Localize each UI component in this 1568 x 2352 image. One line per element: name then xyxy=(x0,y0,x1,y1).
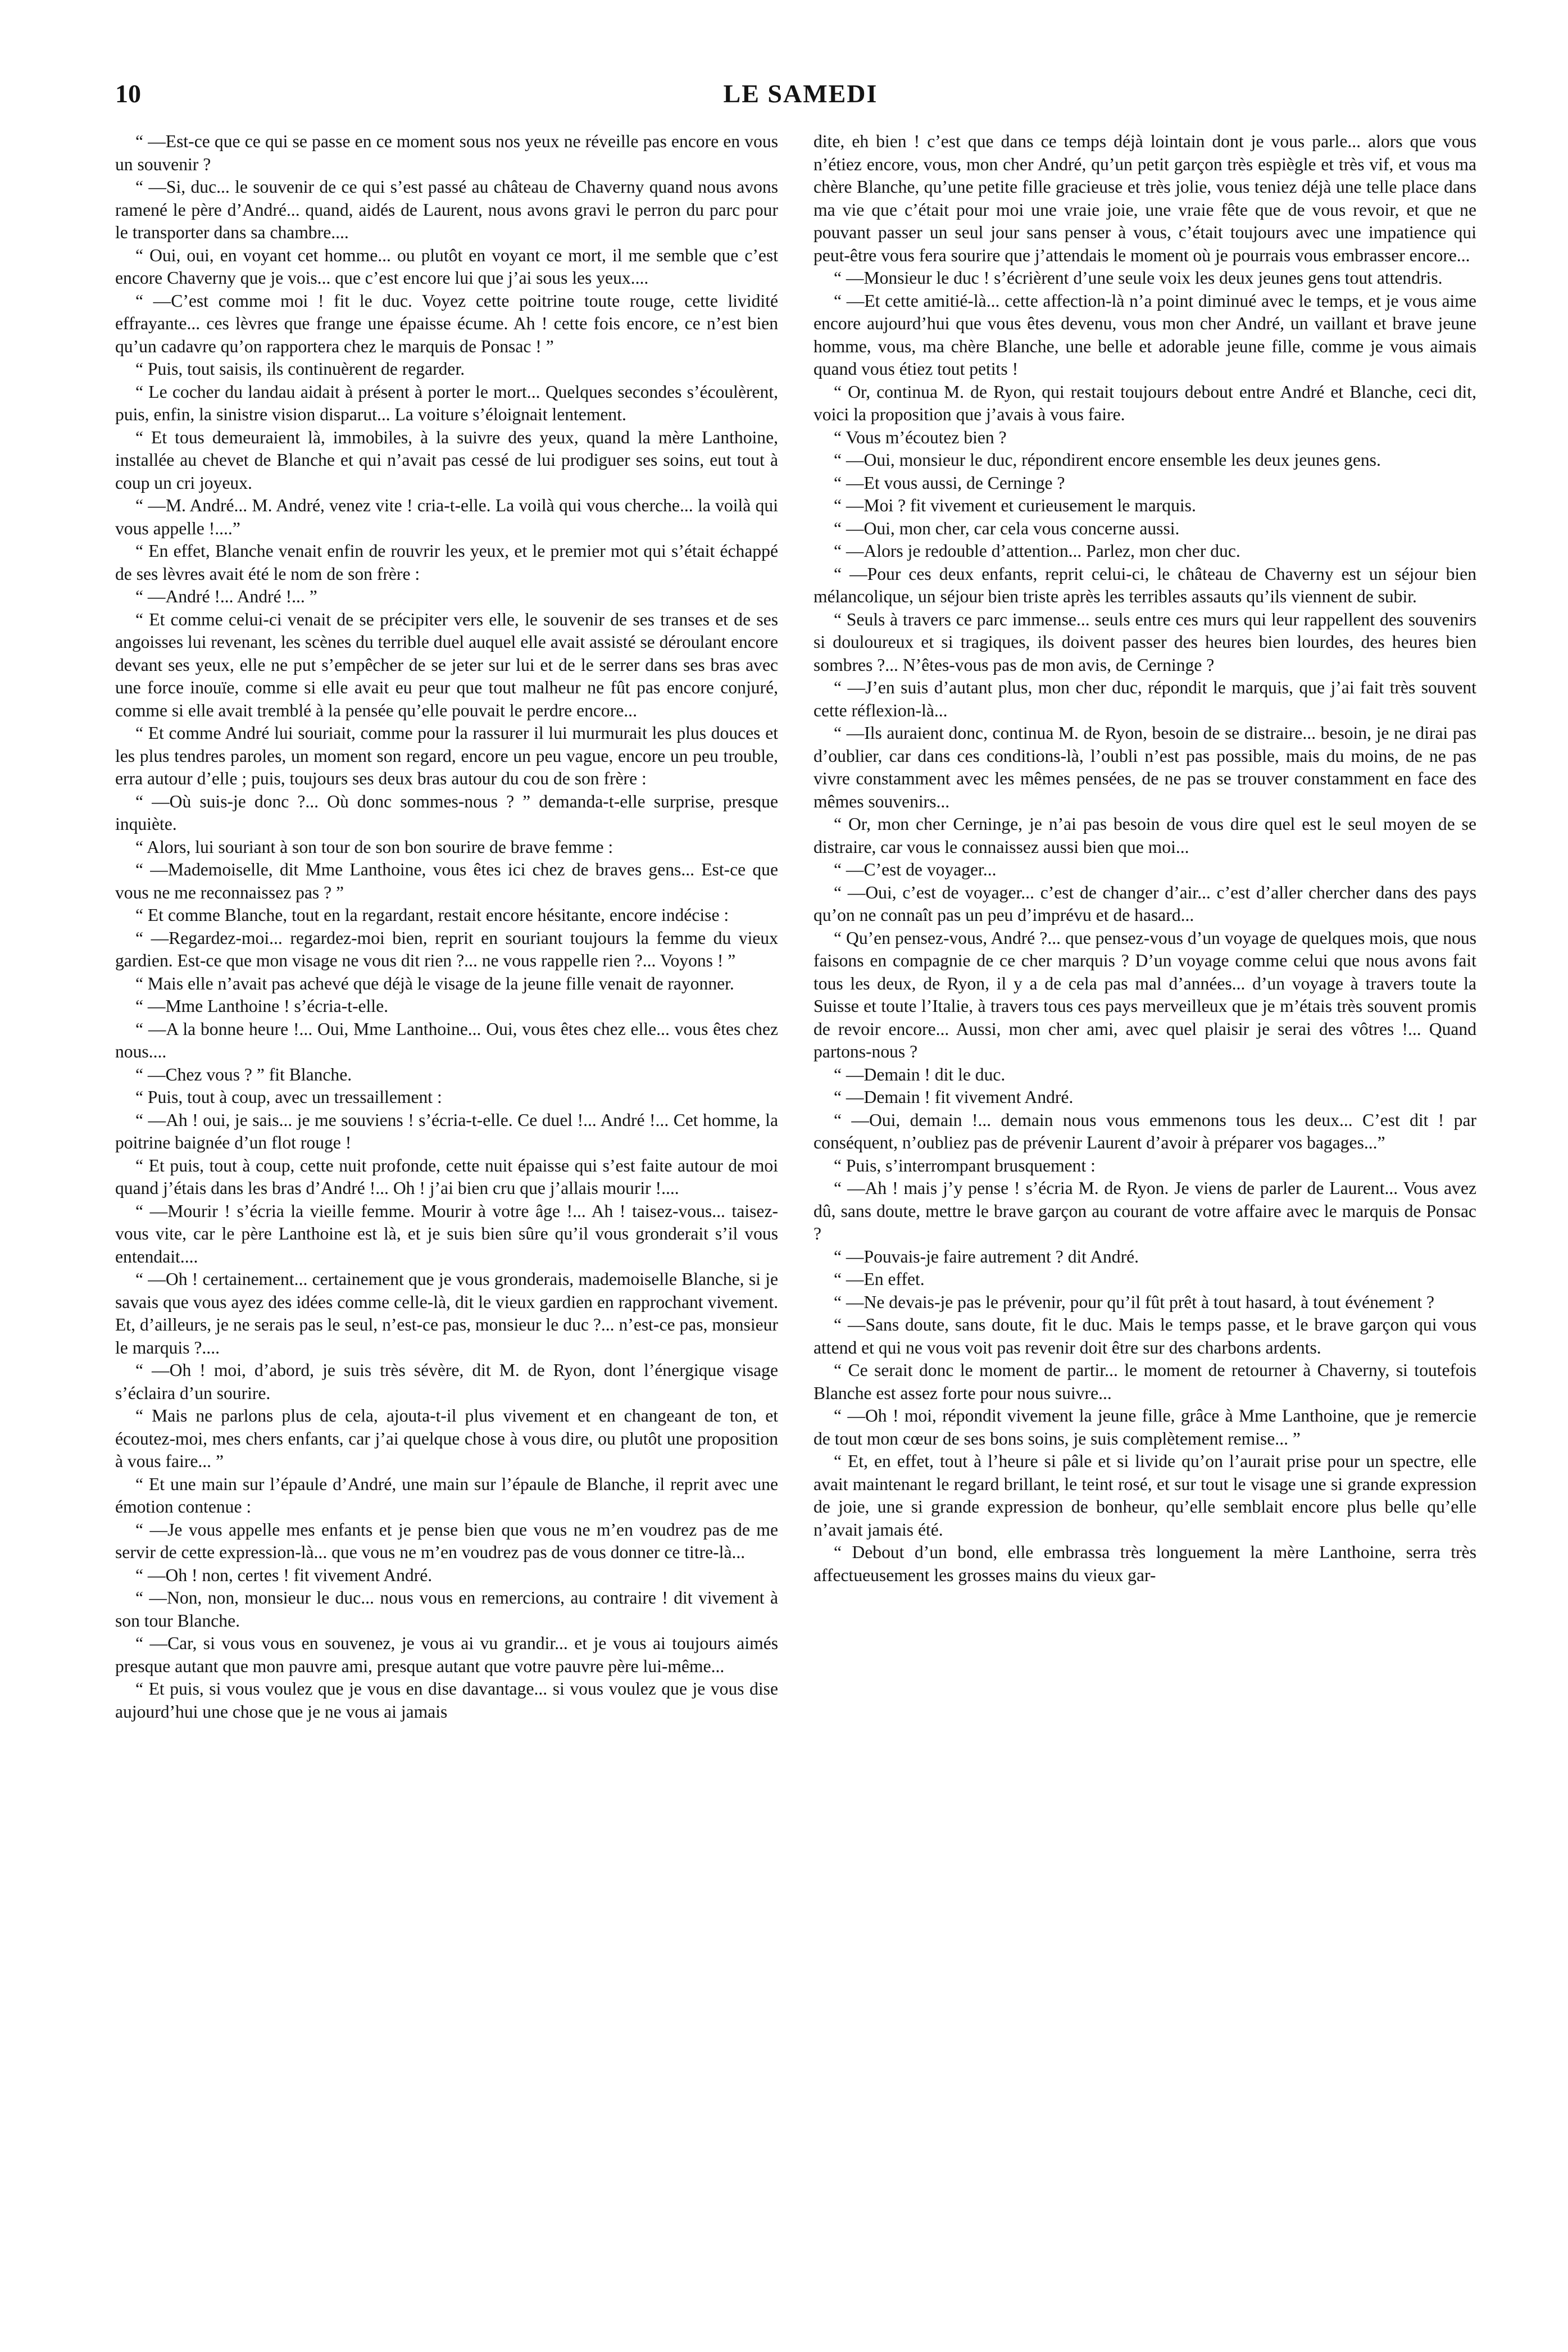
paragraph: “ Et comme celui-ci venait de se précipiter vers elle, le souvenir de ses transes et de ses angoisses lui revenant, les scènes du terrible duel auquel elle avait assisté se déroulant encore devant ses yeux, elle ne put s’empêcher de se jeter sur lui et de le serrer dans ses bras avec une force inouïe, comme si elle avait eu peur que tout malheur ne fût pas encore conjuré, comme si elle avait tremblé à la pensée qu’elle pouvait le perdre encore... xyxy=(115,609,778,720)
paragraph: “ —C’est de voyager... xyxy=(834,860,997,879)
paragraph: “ —Car, si vous vous en souvenez, je vous ai vu grandir... et je vous ai toujours aimés presque autant que mon pauvre ami, presque autant que votre pauvre père lui-même... xyxy=(115,1633,778,1676)
paragraph: “ —Sans doute, sans doute, fit le duc. Mais le temps passe, et le brave garçon qui vous attend et qui ne vous voit pas revenir doit être sur des charbons ardents. xyxy=(813,1315,1476,1357)
paragraph: “ —Monsieur le duc ! s’écrièrent d’une seule voix les deux jeunes gens tout attendris. xyxy=(834,268,1443,288)
paragraph: “ —Ah ! mais j’y pense ! s’écria M. de Ryon. Je viens de parler de Laurent... Vous avez dû, sans doute, mettre le brave garçon au courant de votre affaire avec le marquis de Ponsac ? xyxy=(813,1178,1476,1243)
paragraph: “ —Si, duc... le souvenir de ce qui s’est passé au château de Chaverny quand nous avons ramené le père d’André... quand, aidés de Laurent, nous avons gravi le perron du parc pour le transporter dans sa chambre.... xyxy=(115,177,778,242)
paragraph: “ —Mourir ! s’écria la vieille femme. Mourir à votre âge !... Ah ! taisez-vous... taisez-vous vite, car le père Lanthoine est là, et je suis bien sûre qu’il vous gronderait s’il vous entendait.... xyxy=(115,1201,778,1266)
paragraph: “ —Mademoiselle, dit Mme Lanthoine, vous êtes ici chez de braves gens... Est-ce que vous ne me reconnaissez pas ? ” xyxy=(115,860,778,902)
paragraph: “ —J’en suis d’autant plus, mon cher duc, répondit le marquis, que j’ai fait très souvent cette réflexion-là... xyxy=(813,678,1476,720)
paragraph: “ —Demain ! dit le duc. xyxy=(834,1064,1006,1084)
paragraph: “ Or, continua M. de Ryon, qui restait toujours debout entre André et Blanche, ceci dit, voici la proposition que j’avais à vous faire. xyxy=(813,382,1476,424)
paragraph: “ Or, mon cher Cerninge, je n’ai pas besoin de vous dire quel est le seul moyen de se distraire, car vous le connaissez aussi bien que moi... xyxy=(813,814,1476,857)
paragraph: “ —Pouvais-je faire autrement ? dit André. xyxy=(834,1246,1139,1266)
paragraph: “ —Ah ! oui, je sais... je me souviens ! s’écria-t-elle. Ce duel !... André !... Cet homme, la poitrine baignée d’un flot rouge ! xyxy=(115,1110,778,1152)
paragraph: “ —Chez vous ? ” fit Blanche. xyxy=(135,1064,352,1084)
paragraph: “ —Oh ! moi, d’abord, je suis très sévère, dit M. de Ryon, dont l’énergique visage s’éclaira d’un sourire. xyxy=(115,1360,778,1403)
paragraph: “ Debout d’un bond, elle embrassa très longuement la mère Lanthoine, serra très affectueusement les grosses mains du vieux gar- xyxy=(813,1542,1476,1585)
text-column-right xyxy=(813,130,1476,2299)
paragraph: “ —Oui, monsieur le duc, répondirent encore ensemble les deux jeunes gens. xyxy=(834,450,1381,470)
paragraph: “ —Ne devais-je pas le prévenir, pour qu’il fût prêt à tout hasard, à tout événement ? xyxy=(834,1292,1435,1312)
paragraph: “ —Moi ? fit vivement et curieusement le marquis. xyxy=(834,496,1196,515)
paragraph: “ Et tous demeuraient là, immobiles, à la suivre des yeux, quand la mère Lanthoine, installée au chevet de Blanche et qui n’avait pas cessé de lui prodiguer ses soins, eut tout à coup un cri joyeux. xyxy=(115,427,778,493)
paragraph: “ Mais elle n’avait pas achevé que déjà le visage de la jeune fille venait de rayonner. xyxy=(135,973,734,993)
paragraph: “ —Oui, demain !... demain nous vous emmenons tous les deux... C’est dit ! par conséquent, n’oubliez pas de prévenir Laurent d’avoir à préparer vos bagages...” xyxy=(813,1110,1476,1152)
paragraph: “ Seuls à travers ce parc immense... seuls entre ces murs qui leur rappellent des souvenirs si douloureux et si tragiques, ils doivent passer des heures bien lourdes, des heures bien sombres ?... N’êtes-vous pas de mon avis, de Cerninge ? xyxy=(813,609,1476,675)
paragraph: “ —Demain ! fit vivement André. xyxy=(834,1087,1074,1107)
paragraph: “ Oui, oui, en voyant cet homme... ou plutôt en voyant ce mort, il me semble que c’est encore Chaverny que je vois... que c’est encore lui que j’ai sous les yeux.... xyxy=(115,245,778,288)
paragraph: “ —Pour ces deux enfants, reprit celui-ci, le château de Chaverny est un séjour bien mélancolique, un séjour bien triste après les terribles assauts qu’ils viennent de subir. xyxy=(813,564,1476,606)
paragraph: “ Le cocher du landau aidait à présent à porter le mort... Quelques secondes s’écoulèrent, puis, enfin, la sinistre vision disparut... La voiture s’éloignait lentement. xyxy=(115,382,778,424)
paragraph: “ Mais ne parlons plus de cela, ajouta-t-il plus vivement et en changeant de ton, et écoutez-moi, mes chers enfants, car j’ai quelque chose à vous dire, ou plutôt une proposition à vous faire... ” xyxy=(115,1406,778,1471)
paragraph: “ —M. André... M. André, venez vite ! cria-t-elle. La voilà qui vous cherche... la voilà qui vous appelle !....” xyxy=(115,496,778,538)
paragraph: “ Et une main sur l’épaule d’André, une main sur l’épaule de Blanche, il reprit avec une émotion contenue : xyxy=(115,1474,778,1516)
paragraph: “ En effet, Blanche venait enfin de rouvrir les yeux, et le premier mot qui s’était échappé de ses lèvres avait été le nom de son frère : xyxy=(115,541,778,584)
paragraph: “ —Oui, mon cher, car cela vous concerne aussi. xyxy=(834,518,1180,538)
paragraph: “ Puis, tout saisis, ils continuèrent de regarder. xyxy=(135,359,465,379)
paragraph: “ Vous m’écoutez bien ? xyxy=(834,427,1007,447)
text-column-left xyxy=(115,130,778,2299)
paragraph: “ —Mme Lanthoine ! s’écria-t-elle. xyxy=(135,996,389,1016)
paragraph: “ Et comme Blanche, tout en la regardant, restait encore hésitante, encore indécise : xyxy=(135,905,729,925)
paragraph: “ —Oui, c’est de voyager... c’est de changer d’air... c’est d’aller chercher dans des pays qu’on ne connaît pas un peu d’imprévu et de hasard... xyxy=(813,882,1476,925)
paragraph: “ —En effet. xyxy=(834,1269,925,1289)
page-header xyxy=(115,79,1486,124)
paragraph: “ Ce serait donc le moment de partir... le moment de retourner à Chaverny, si toutefois Blanche est assez forte pour nous suivre... xyxy=(813,1360,1476,1403)
page-number: 10 xyxy=(115,79,141,108)
paragraph: “ —Oh ! moi, répondit vivement la jeune fille, grâce à Mme Lanthoine, que je remercie de tout mon cœur de ses bons soins, je suis complètement remise... ” xyxy=(813,1406,1476,1449)
running-title: LE SAMEDI xyxy=(723,79,878,108)
paragraph: “ —Est-ce que ce qui se passe en ce moment sous nos yeux ne réveille pas encore en vous un souvenir ? xyxy=(115,131,778,174)
paragraph: “ Qu’en pensez-vous, André ?... que pensez-vous d’un voyage de quelques mois, que nous faisons en compagnie de ce cher marquis ? D’un voyage comme celui que nous avons fait tous les deux, de Ryon, il y a de cela pas mal d’années... d’un voyage à travers toute la Suisse et toute l’Italie, à travers tous ces pays merveilleux que je m’étais très souvent promis de revoir encore... Aussi, mon cher ami, avec quel plaisir je serai des vôtres !... Quand partons-nous ? xyxy=(813,928,1476,1061)
paragraph: “ —Ils auraient donc, continua M. de Ryon, besoin de se distraire... besoin, je ne dirai pas d’oublier, car dans ces conditions-là, l’oubli n’est pas possible, mais du moins, de ne pas vivre constamment avec les mêmes pensées, de ne pas se trouver constamment en face des mêmes souvenirs... xyxy=(813,723,1476,811)
paragraph: “ Et puis, si vous voulez que je vous en dise davantage... si vous voulez que je vous dise aujourd’hui une chose que je ne vous ai jamais xyxy=(115,1679,778,1722)
paragraph: “ —André !... André !... ” xyxy=(135,587,317,606)
paragraph: “ —Et vous aussi, de Cerninge ? xyxy=(834,473,1065,493)
paragraph: “ —Et cette amitié-là... cette affection-là n’a point diminué avec le temps, et je vous aime encore aujourd’hui que vous êtes devenu, vous mon cher André, un vaillant et brave jeune homme, vous, ma chère Blanche, une belle et adorable jeune fille, comme je vous aimais quand vous étiez tout petits ! xyxy=(813,290,1476,379)
paragraph: “ Puis, s’interrompant brusquement : xyxy=(834,1155,1096,1175)
paragraph: “ —Oh ! certainement... certainement que je vous gronderais, mademoiselle Blanche, si je savais que vous ayez des idées comme celle-là, dit le vieux gardien en rapprochant vivement. Et, d’ailleurs, je ne serais pas le seul, n’est-ce pas, monsieur le duc ?... n’est-ce pas, monsieur le marquis ?.... xyxy=(115,1269,778,1357)
paragraph: “ —Regardez-moi... regardez-moi bien, reprit en souriant toujours la femme du vieux gardien. Est-ce que mon visage ne vous dit rien ?... ne vous rappelle rien ?... Voyons ! ” xyxy=(115,928,778,970)
paragraph: “ Et comme André lui souriait, comme pour la rassurer il lui murmurait les plus douces et les plus tendres paroles, un moment son regard, encore un peu vague, encore un peu trouble, erra autour d’elle ; puis, toujours ses deux bras autour du cou de son frère : xyxy=(115,723,778,788)
paragraph: “ —Alors je redouble d’attention... Parlez, mon cher duc. xyxy=(834,541,1240,561)
paragraph: “ —Où suis-je donc ?... Où donc sommes-nous ? ” demanda-t-elle surprise, presque inquiète. xyxy=(115,791,778,834)
paragraph: “ —A la bonne heure !... Oui, Mme Lanthoine... Oui, vous êtes chez elle... vous êtes chez nous.... xyxy=(115,1019,778,1061)
paragraph: “ Et, en effet, tout à l’heure si pâle et si livide qu’on l’aurait prise pour un spectre, elle avait maintenant le regard brillant, le teint rosé, et sur tout le visage une si grande expression de joie, une si grande expression de bonheur, qu’elle semblait encore plus belle qu’elle n’avait jamais été. xyxy=(813,1451,1476,1540)
paragraph: “ Puis, tout à coup, avec un tressaillement : xyxy=(135,1087,442,1107)
paragraph: “ —Oh ! non, certes ! fit vivement André. xyxy=(135,1565,433,1585)
paragraph: “ Alors, lui souriant à son tour de son bon sourire de brave femme : xyxy=(135,837,613,857)
paragraph: “ —Non, non, monsieur le duc... nous vous en remercions, au contraire ! dit vivement à son tour Blanche. xyxy=(115,1588,778,1631)
paragraph: “ —Je vous appelle mes enfants et je pense bien que vous ne m’en voudrez pas de me servir de cette expression-là... que vous ne m’en voudrez pas de vous donner ce titre-là... xyxy=(115,1519,778,1562)
paragraph: dite, eh bien ! c’est que dans ce temps déjà lointain dont je vous parle... alors que vous n’étiez encore, vous, mon cher André, qu’un petit garçon très espiègle et très vif, et vous ma chère Blanche, qu’une petite fille gracieuse et très jolie, vous teniez déjà une telle place dans ma vie que c’était pour moi une vraie joie, une vraie fête que de vous revoir, et que ne pouvant passer un seul jour sans penser à vous, c’était toujours avec une impatience qui peut-être vous fera sourire que j’attendais le moment où je pourrais vous embrasser encore... xyxy=(813,131,1476,265)
paragraph: “ —C’est comme moi ! fit le duc. Voyez cette poitrine toute rouge, cette lividité effrayante... ces lèvres que frange une épaisse écume. Ah ! cette fois encore, ce n’est bien qu’un cadavre qu’on rapportera chez le marquis de Ponsac ! ” xyxy=(115,290,778,356)
paragraph: “ Et puis, tout à coup, cette nuit profonde, cette nuit épaisse qui s’est faite autour de moi quand j’étais dans les bras d’André !... Oh ! j’ai bien cru que j’allais mourir !.... xyxy=(115,1155,778,1198)
